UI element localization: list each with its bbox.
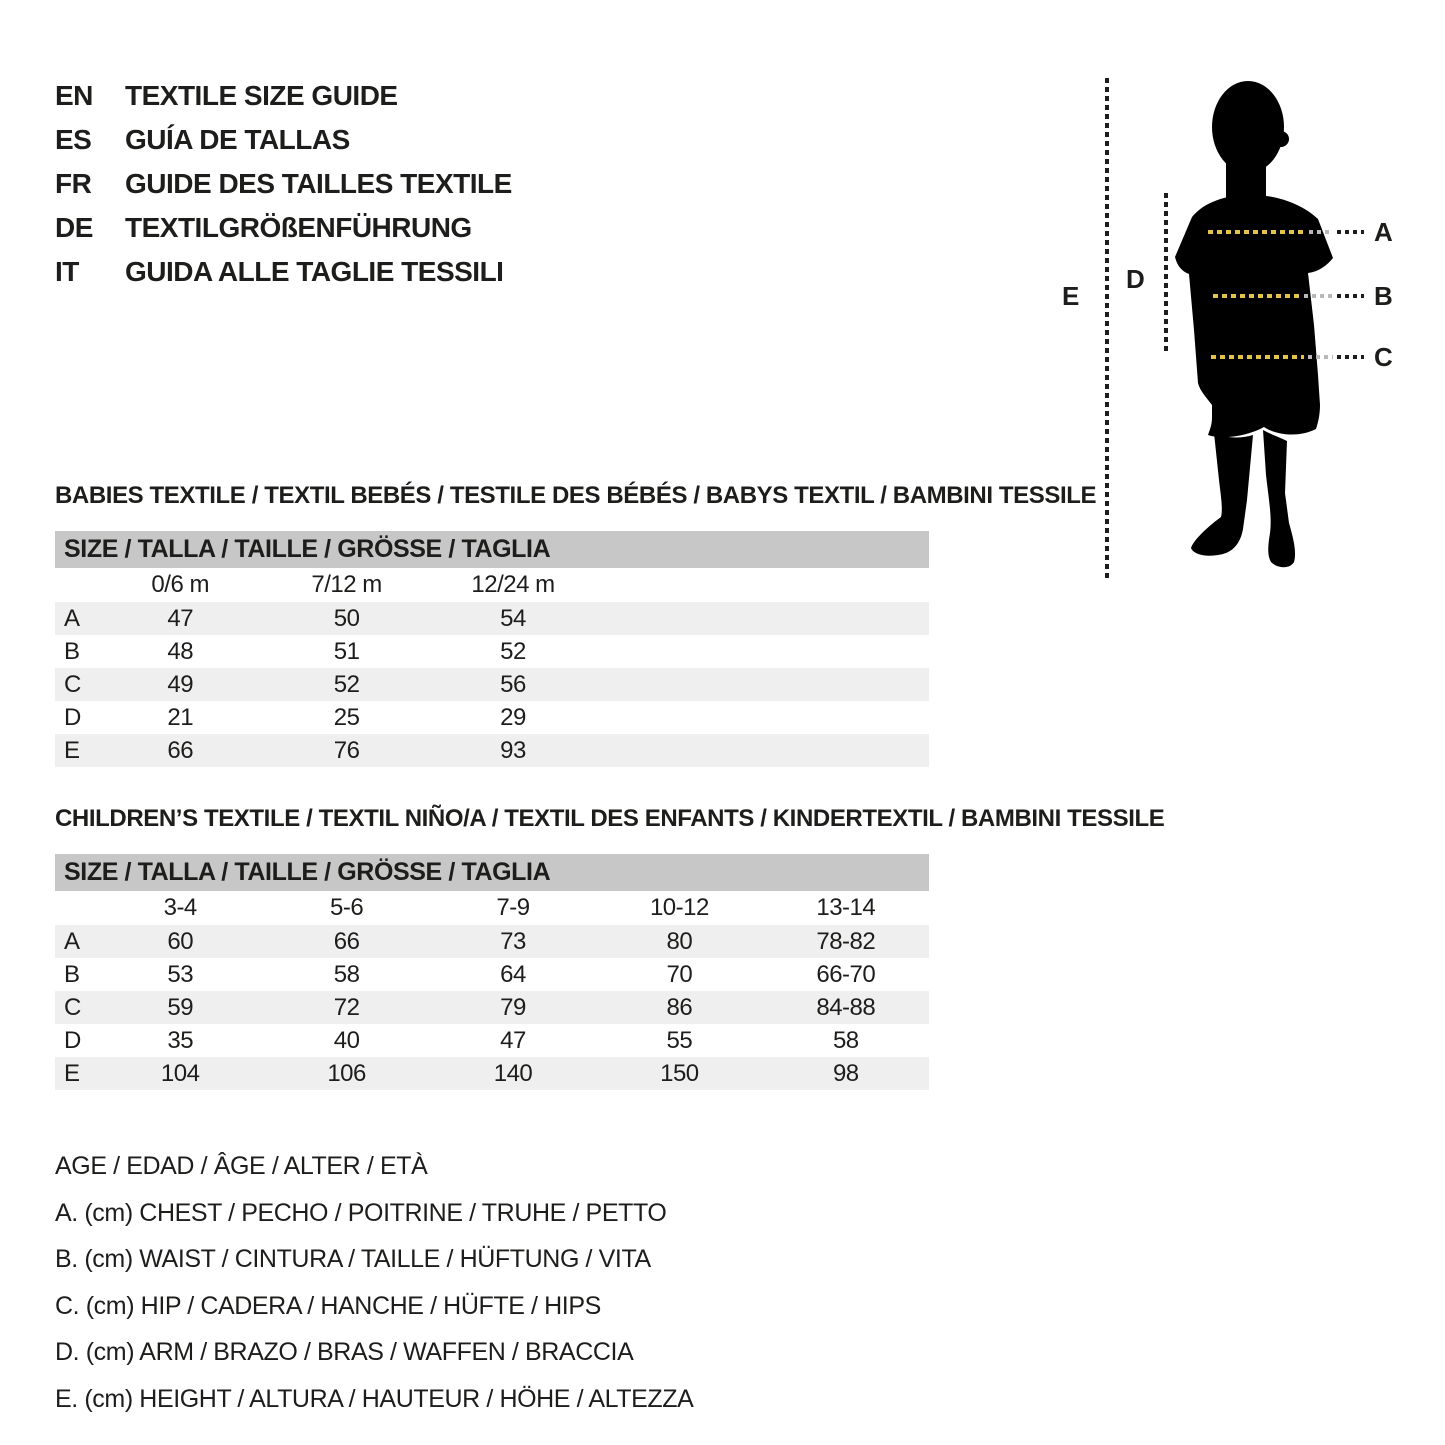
lang-code: DE: [55, 212, 93, 243]
row-label: C: [64, 994, 81, 1021]
legend-chest-line: A. (cm) CHEST / PECHO / POITRINE / TRUHE / PETTO: [55, 1198, 667, 1227]
column-header-row: [55, 891, 929, 925]
child-silhouette: [1168, 75, 1368, 575]
guide-title-fr: GUIDE DES TAILLES TEXTILE: [125, 168, 512, 199]
chest-measure-line-lead: [1337, 230, 1364, 234]
row-label: C: [64, 671, 81, 698]
chest-measure-line: [1208, 230, 1305, 234]
row-label: B: [64, 961, 80, 988]
guide-title-en: TEXTILE SIZE GUIDE: [125, 80, 398, 111]
legend-age-line: AGE / EDAD / ÂGE / ALTER / ETÀ: [55, 1152, 428, 1180]
hip-measure-line-lead: [1337, 355, 1364, 359]
hip-measure-line-fade: [1308, 355, 1333, 359]
legend-hip-line: C. (cm) HIP / CADERA / HANCHE / HÜFTE / HIPS: [55, 1291, 601, 1320]
measure-label-b: B: [1374, 281, 1393, 311]
waist-measure-line-fade: [1304, 294, 1332, 298]
col-header: 7-9: [496, 894, 530, 921]
height-measure-line: [1105, 78, 1109, 578]
waist-measure-line-lead: [1337, 294, 1364, 298]
row-label: E: [64, 737, 80, 764]
col-header: [596, 568, 762, 602]
legend-arm-line: D. (cm) ARM / BRAZO / BRAS / WAFFEN / BRACCIA: [55, 1338, 634, 1366]
col-header: [763, 568, 929, 602]
lang-code: IT: [55, 256, 79, 287]
table-row: B 48 51 52: [55, 635, 929, 668]
measure-label-a: A: [1374, 217, 1393, 247]
row-label: A: [64, 605, 80, 632]
row-label: D: [64, 1027, 81, 1054]
column-header-row: [55, 568, 929, 602]
col-header: 3-4: [163, 894, 197, 921]
language-title-block: [55, 74, 512, 294]
lang-code: ES: [55, 124, 92, 155]
lang-row-en: [55, 74, 512, 118]
table-row: D 21 25 29: [55, 701, 929, 734]
babies-size-table: [55, 531, 929, 767]
col-header: 7/12 m: [311, 571, 382, 598]
table-row: B 53 58 64 70 66-70: [55, 958, 929, 991]
row-label: B: [64, 638, 80, 665]
lang-row-de: [55, 206, 512, 250]
legend-waist-line: B. (cm) WAIST / CINTURA / TAILLE / HÜFTUNG / VITA: [55, 1245, 651, 1273]
guide-title-de: TEXTILGRÖßENFÜHRUNG: [125, 212, 472, 243]
lang-row-it: [55, 250, 512, 294]
size-header-bar: SIZE / TALLA / TAILLE / GRÖSSE / TAGLIA: [55, 531, 929, 568]
table-row: A 47 50 54: [55, 602, 929, 635]
size-header-bar: SIZE / TALLA / TAILLE / GRÖSSE / TAGLIA: [55, 854, 929, 891]
arm-measure-line: [1164, 193, 1168, 351]
waist-measure-line: [1213, 294, 1300, 298]
col-header: 10-12: [649, 894, 709, 921]
hip-measure-line: [1211, 355, 1304, 359]
table-row: A 60 66 73 80 78-82: [55, 925, 929, 958]
col-header: 13-14: [816, 894, 876, 921]
guide-title-it: GUIDA ALLE TAGLIE TESSILI: [125, 256, 504, 287]
babies-section-title: BABIES TEXTILE / TEXTIL BEBÉS / TESTILE DES BÉBÉS / BABYS TEXTIL / BAMBINI TESSILE: [55, 482, 1097, 509]
measure-label-d: D: [1126, 264, 1145, 294]
legend-height-line: E. (cm) HEIGHT / ALTURA / HAUTEUR / HÖHE / ALTEZZA: [55, 1384, 694, 1413]
measure-label-c: C: [1374, 342, 1393, 372]
col-header: 12/24 m: [471, 571, 555, 598]
table-row: C 59 72 79 86 84-88: [55, 991, 929, 1024]
row-label: E: [64, 1060, 80, 1087]
lang-code: FR: [55, 168, 92, 199]
chest-measure-line-fade: [1309, 230, 1333, 234]
lang-code: EN: [55, 80, 93, 111]
col-header: 0/6 m: [151, 571, 209, 598]
row-label: D: [64, 704, 81, 731]
measurement-legend: [55, 1143, 693, 1422]
table-row: C 49 52 56: [55, 668, 929, 701]
lang-row-fr: [55, 162, 512, 206]
children-section-title: CHILDREN’S TEXTILE / TEXTIL NIÑO/A / TEXTIL DES ENFANTS / KINDERTEXTIL / BAMBINI TESSILE: [55, 805, 1165, 832]
table-row: E 66 76 93: [55, 734, 929, 767]
table-row: E 104 106 140 150 98: [55, 1057, 929, 1090]
measure-label-e: E: [1062, 281, 1080, 311]
lang-row-es: [55, 118, 512, 162]
guide-title-es: GUÍA DE TALLAS: [125, 124, 350, 155]
row-label: A: [64, 928, 80, 955]
children-size-table: [55, 854, 929, 1090]
col-header: 5-6: [330, 894, 364, 921]
table-row: D 35 40 47 55 58: [55, 1024, 929, 1057]
